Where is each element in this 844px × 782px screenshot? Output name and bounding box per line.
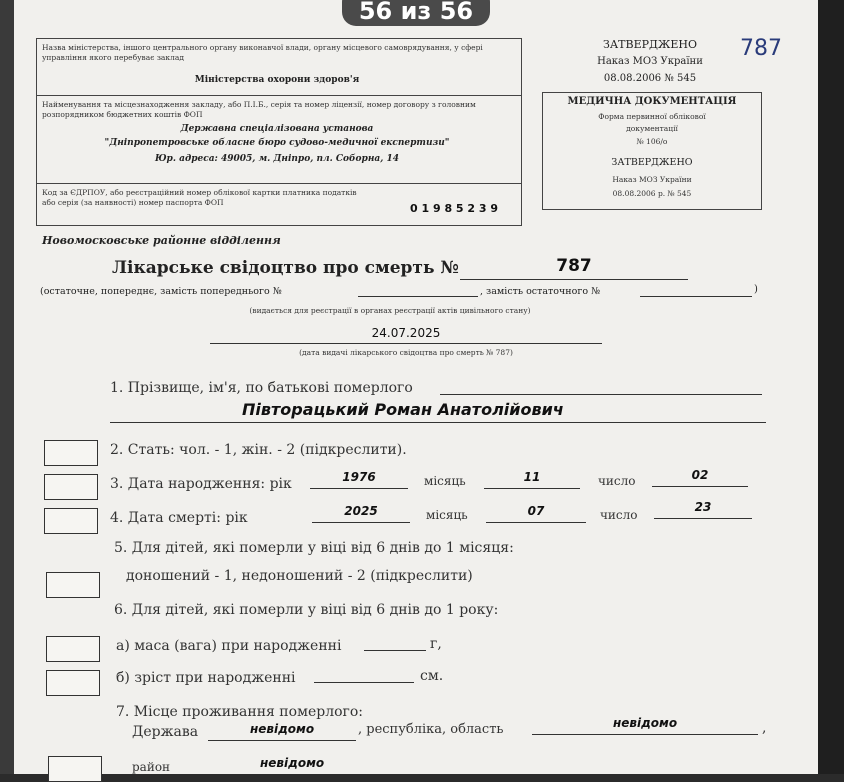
death-month: 07: [527, 504, 545, 518]
issued-note: (видається для реєстрації в органах реєстрації актів цивільного стану): [249, 306, 531, 315]
field-6b-unit: см.: [420, 668, 444, 684]
certificate-title: Лікарське свідоцтво про смерть №: [112, 258, 459, 278]
handwritten-number: 787: [740, 36, 782, 61]
field-7-label: 7. Місце проживання померлого:: [116, 704, 364, 720]
field-6-label: 6. Для дітей, які померли у віці від 6 днів до 1 року:: [114, 602, 499, 618]
sex-code-box[interactable]: [44, 440, 98, 466]
issue-date-line: [210, 343, 602, 344]
death-day-label: число: [600, 508, 638, 522]
institution-line1: Державна спеціалізована установа: [180, 124, 374, 134]
birth-day: 02: [691, 468, 709, 482]
med-doc-line3: № 106/о: [636, 137, 668, 146]
death-year: 2025: [344, 504, 378, 518]
birth-height-code-box[interactable]: [46, 670, 100, 696]
birth-month-line: [484, 488, 580, 489]
birth-month-label: місяць: [424, 474, 466, 488]
country-value: невідомо: [249, 722, 315, 736]
field-3-label: 3. Дата народження: рік: [110, 476, 292, 492]
field-4-label: 4. Дата смерті: рік: [110, 510, 248, 526]
department: Новомосковське районне відділення: [42, 234, 281, 247]
field-2-label: 2. Стать: чол. - 1, жін. - 2 (підкреслити).: [110, 442, 407, 458]
ministry-caption: Назва міністерства, іншого центрального органу виконавчої влади, органу місцевого самоврядування, у сфері управління якого перебуває заклад: [42, 43, 483, 62]
page-counter: 56 из 56: [342, 0, 490, 26]
birth-height-line: [314, 682, 414, 683]
certificate-number: 787: [556, 256, 592, 276]
district-code-box[interactable]: [48, 756, 102, 782]
status-line-final: [640, 296, 752, 297]
region-line: [532, 734, 758, 735]
birth-date-code-box[interactable]: [44, 474, 98, 500]
status-line-a: (остаточне, попереднє, замість попереднього №: [40, 286, 282, 297]
birth-month: 11: [523, 470, 541, 484]
med-doc-order: Наказ МОЗ України: [612, 175, 692, 184]
field-5-options: доношений - 1, недоношений - 2 (підкреслити): [126, 568, 473, 584]
field-1-line-b: [110, 422, 766, 423]
med-doc-date: 08.08.2006 р. № 545: [612, 189, 692, 198]
death-day: 23: [694, 500, 712, 514]
region-label: , республіка, область: [358, 722, 504, 737]
status-line-c: ): [754, 284, 758, 295]
approval-date: 08.08.2006 № 545: [603, 73, 697, 84]
birth-day-line: [652, 486, 748, 487]
field-1-label: 1. Прізвище, ім'я, по батькові померлого: [110, 380, 413, 396]
country-label: Держава: [132, 724, 199, 740]
header-divider-1: [36, 95, 522, 96]
field-5-label: 5. Для дітей, які померли у віці від 6 днів до 1 місяця:: [114, 540, 514, 556]
field-1-line-a: [440, 394, 762, 395]
birth-year: 1976: [342, 470, 376, 484]
death-month-line: [486, 522, 586, 523]
district-value: невідомо: [260, 756, 325, 770]
header-divider-2: [36, 183, 522, 184]
region-value: невідомо: [612, 716, 678, 730]
edrpou-caption: Код за ЄДРПОУ, або реєстраційний номер облікової картки платника податків або серія (за наявності) номер паспорта ФОП: [42, 188, 357, 207]
field-6a-unit: г,: [430, 636, 442, 652]
approval-order: Наказ МОЗ України: [597, 56, 703, 67]
edrpou-code: 0 1 9 8 5 2 3 9: [410, 202, 499, 215]
med-doc-line1: Форма первинної облікової: [598, 112, 706, 121]
status-line-b: , замість остаточного №: [480, 286, 601, 297]
field-1-value: Півторацький Роман Анатолійович: [242, 400, 564, 419]
institution-caption: Найменування та місцезнаходження закладу, або П.І.Б., серія та номер ліцензії, номер договору з головним розпорядником бюджетних коштів ФОП: [42, 100, 476, 119]
death-date-code-box[interactable]: [44, 508, 98, 534]
institution-line2: "Дніпропетровське обласне бюро судово-медичної експертизи": [104, 138, 450, 148]
death-month-label: місяць: [426, 508, 468, 522]
field-6a-label: а) маса (вага) при народженні: [116, 638, 342, 654]
certificate-number-line: [460, 279, 688, 280]
viewer-right-margin: [818, 0, 844, 774]
institution-address: Юр. адреса: 49005, м. Дніпро, пл. Соборна, 14: [154, 154, 400, 164]
field-6b-label: б) зріст при народженні: [116, 670, 296, 686]
med-doc-approved: ЗАТВЕРДЖЕНО: [611, 157, 693, 168]
approval-approved: ЗАТВЕРДЖЕНО: [603, 38, 697, 51]
ministry-name: Міністерства охорони здоров'я: [194, 75, 360, 85]
death-day-line: [654, 518, 752, 519]
birth-weight-code-box[interactable]: [46, 636, 100, 662]
issue-date-caption: (дата видачі лікарського свідоцтва про смерть № 787): [299, 348, 513, 357]
birth-weight-line: [364, 650, 426, 651]
term-code-box[interactable]: [46, 572, 100, 598]
death-year-line: [312, 522, 410, 523]
birth-year-line: [310, 488, 408, 489]
status-line-prev: [358, 296, 478, 297]
country-line: [208, 740, 356, 741]
viewer-left-margin: [0, 0, 14, 774]
district-label: район: [132, 760, 171, 774]
region-end: ,: [762, 720, 767, 736]
med-doc-line2: документації: [626, 124, 678, 133]
issue-date: 24.07.2025: [371, 326, 441, 340]
med-doc-title: МЕДИЧНА ДОКУМЕНТАЦІЯ: [567, 96, 737, 107]
birth-day-label: число: [598, 474, 636, 488]
